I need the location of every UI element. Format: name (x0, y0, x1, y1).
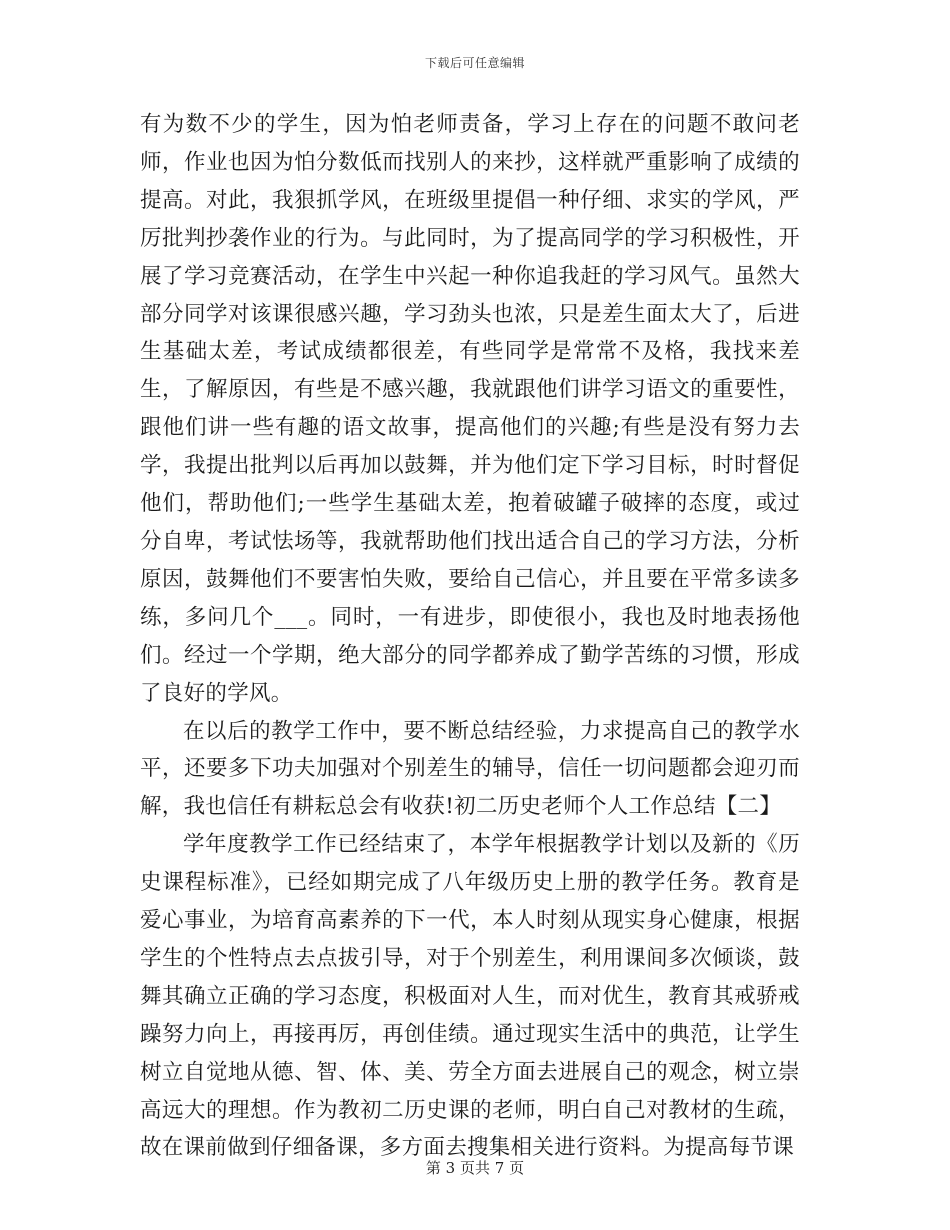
paragraph-3: 学年度教学工作已经结束了，本学年根据教学计划以及新的《历史课程标准》，已经如期完成了八年级历史上册的教学任务。教育是爱心事业，为培育高素养的下一代，本人时刻从现实身心健康，根据学生的个性特点去点拔引导，对于个别差生，利用课间多次倾谈，鼓舞其确立正确的学习态度，积极面对人生，而对优生，教育其戒骄戒躁努力向上，再接再厉，再创佳绩。通过现实生活中的典范，让学生树立自觉地从德、智、体、美、劳全方面去进展自己的观念，树立崇高远大的理想。作为教初二历史课的老师，明白自己对教材的生疏，故在课前做到仔细备课，多方面去搜集相关进行资料。为提高每节课 (140, 832, 800, 1161)
paragraph-2: 在以后的教学工作中，要不断总结经验，力求提高自己的教学水平，还要多下功夫加强对个别差生的辅导，信任一切问题都会迎刃而解，我也信任有耕耘总会有收获!初二历史老师个人工作总结【二】 (140, 718, 800, 820)
page-number-footer: 第 3 页共 7 页 (425, 1159, 525, 1177)
page-header: 下载后可任意编辑 (424, 56, 525, 70)
document-body (140, 106, 800, 1167)
paragraph-1: 有为数不少的学生，因为怕老师责备，学习上存在的问题不敢问老师，作业也因为怕分数低而找别人的来抄，这样就严重影响了成绩的提高。对此，我狠抓学风，在班级里提倡一种仔细、求实的学风，严厉批判抄袭作业的行为。与此同时，为了提高同学的学习积极性，开展了学习竞赛活动，在学生中兴起一种你追我赶的学习风气。虽然大部分同学对该课很感兴趣，学习劲头也浓，只是差生面太大了，后进生基础太差，考试成绩都很差，有些同学是常常不及格，我找来差生，了解原因，有些是不感兴趣，我就跟他们讲学习语文的重要性，跟他们讲一些有趣的语文故事，提高他们的兴趣;有些是没有努力去学，我提出批判以后再加以鼓舞，并为他们定下学习目标，时时督促他们，帮助他们;一些学生基础太差，抱着破罐子破摔的态度，或过分自卑，考试怯场等，我就帮助他们找出适合自己的学习方法，分析原因，鼓舞他们不要害怕失败，要给自己信心，并且要在平常多读多练，多问几个___。同时，一有进步，即使很小，我也及时地表扬他们。经过一个学期，绝大部分的同学都养成了勤学苦练的习惯，形成了良好的学风。 (140, 112, 800, 706)
